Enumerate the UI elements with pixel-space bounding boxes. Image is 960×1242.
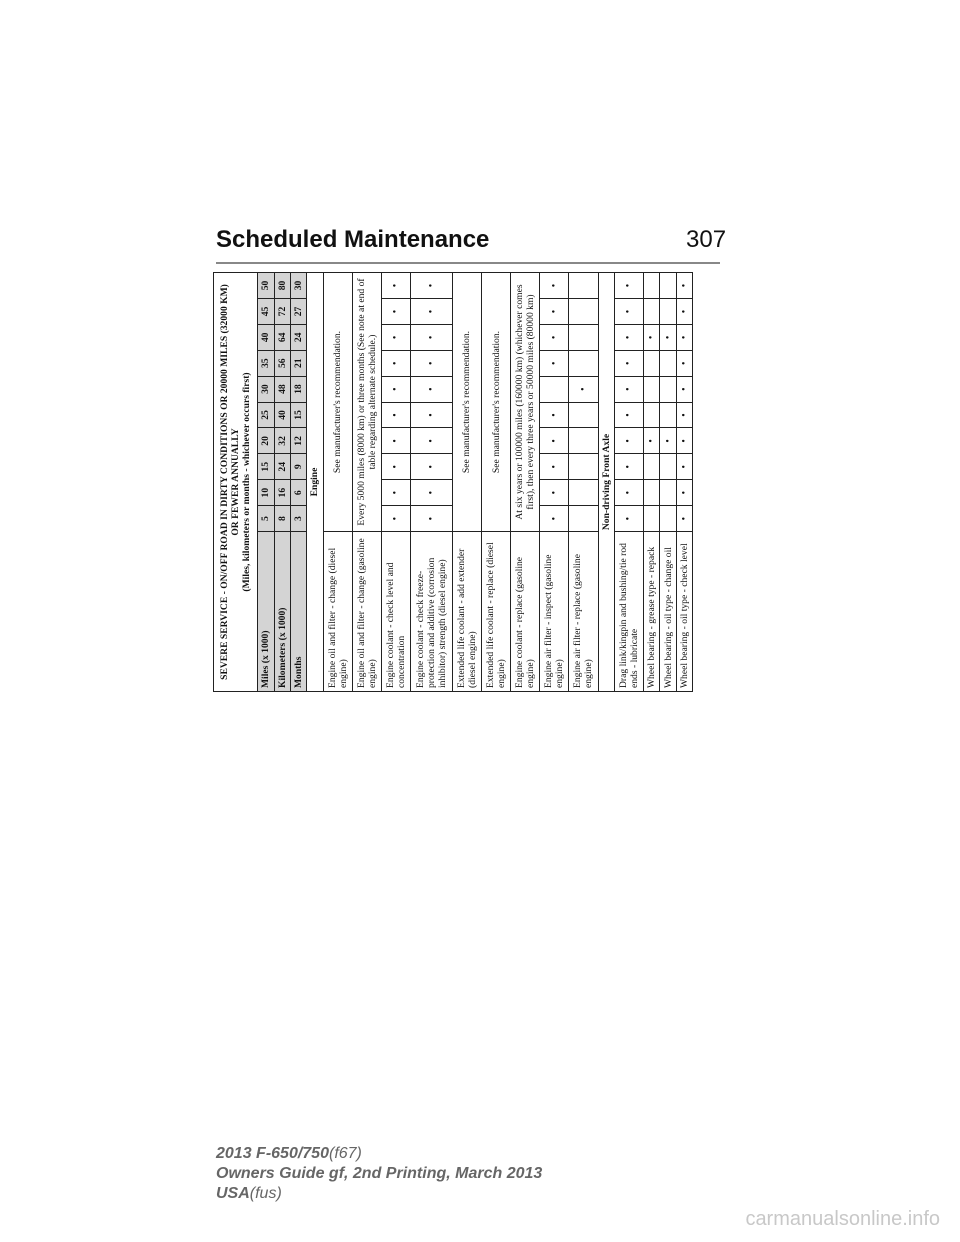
service-dot: • [614,506,643,532]
service-dot: • [614,402,643,428]
footer-market: USA [216,1185,250,1202]
service-dot: • [644,324,660,350]
empty-cell [660,454,676,480]
interval-cell: 80 [274,273,290,299]
interval-cell: 8 [274,506,290,532]
service-dot: • [540,273,569,299]
empty-cell [644,376,660,402]
footer-model-code: (f67) [328,1145,362,1162]
empty-cell [569,298,598,324]
axle-rows [614,273,692,692]
interval-cell: 20 [258,428,274,454]
interval-cell: 30 [258,376,274,402]
rotated-table [213,272,693,692]
empty-cell [569,273,598,299]
service-dot: • [381,454,410,480]
interval-cell: 40 [274,402,290,428]
interval-cell: 10 [258,480,274,506]
empty-cell [660,402,676,428]
service-dot: • [410,454,452,480]
service-dot: • [644,428,660,454]
interval-cell: 27 [290,298,306,324]
interval-cell: 3 [290,506,306,532]
service-dot: • [381,298,410,324]
interval-cell: 35 [258,350,274,376]
empty-cell [660,376,676,402]
maintenance-row [569,273,598,692]
maintenance-item-label: Wheel bearing - grease type - repack [644,532,660,692]
service-dot: • [614,480,643,506]
service-dot: • [614,428,643,454]
service-dot: • [614,298,643,324]
maintenance-row [323,273,352,692]
empty-cell [569,324,598,350]
empty-cell [644,506,660,532]
service-dot: • [540,428,569,454]
table-title: SEVERE SERVICE - ON/OFF ROAD IN DIRTY CONDITIONS OR 20000 MILES (32000 KM) OR FEWER ANNUALLY (Miles, kilometers or months - whichever occurs first) [214,273,258,692]
service-dot: • [540,350,569,376]
empty-cell [540,376,569,402]
service-dot: • [676,428,692,454]
service-dot: • [676,376,692,402]
empty-cell [660,480,676,506]
empty-cell [569,402,598,428]
maintenance-row [676,273,692,692]
interval-cell: 24 [290,324,306,350]
kilometers-label: Kilometers (x 1000) [274,532,290,692]
service-dot: • [410,273,452,299]
service-dot: • [676,298,692,324]
footer-guide: Owners Guide gf, 2nd Printing, March 2013 [216,1165,543,1182]
section-engine [307,273,323,692]
service-dot: • [381,376,410,402]
interval-cell: 16 [274,480,290,506]
maintenance-note: At six years or 100000 miles (160000 km) (whichever comes first), then every three years or 50000 miles (80000 km) [511,273,540,532]
empty-cell [569,506,598,532]
empty-cell [644,273,660,299]
maintenance-item-label: Engine air filter - replace (gasoline engine) [569,532,598,692]
interval-cell: 18 [290,376,306,402]
interval-cell: 30 [290,273,306,299]
empty-cell [569,454,598,480]
footer [216,1144,542,1204]
service-dot: • [676,506,692,532]
service-dot: • [410,428,452,454]
interval-cell: 45 [258,298,274,324]
interval-cell: 50 [258,273,274,299]
service-dot: • [410,480,452,506]
footer-model: 2013 F-650/750 [216,1145,329,1162]
service-dot: • [540,506,569,532]
empty-cell [644,480,660,506]
section-axle-label: Non-driving Front Axle [598,273,614,692]
interval-cell: 25 [258,402,274,428]
service-dot: • [381,324,410,350]
interval-cell: 32 [274,428,290,454]
service-dot: • [381,506,410,532]
empty-cell [644,350,660,376]
section-axle [598,273,614,692]
footer-market-code: (fus) [249,1185,282,1202]
interval-cell: 64 [274,324,290,350]
interval-cell: 5 [258,506,274,532]
maintenance-item-label: Wheel bearing - oil type - check level [676,532,692,692]
maintenance-row [511,273,540,692]
service-dot: • [614,454,643,480]
service-dot: • [410,376,452,402]
empty-cell [644,402,660,428]
interval-cell: 15 [290,402,306,428]
service-dot: • [381,273,410,299]
header-rule [216,262,720,264]
empty-cell [660,298,676,324]
maintenance-row [482,273,511,692]
interval-cell: 48 [274,376,290,402]
maintenance-note: See manufacturer's recommendation. [452,273,481,532]
interval-cell: 6 [290,480,306,506]
service-dot: • [410,350,452,376]
service-dot: • [676,350,692,376]
page-number: 307 [686,226,727,253]
maintenance-note: See manufacturer's recommendation. [482,273,511,532]
maintenance-table-container [213,272,693,692]
empty-cell [569,428,598,454]
maintenance-item-label: Engine coolant - check level and concentration [381,532,410,692]
service-dot: • [676,480,692,506]
interval-cell: 24 [274,454,290,480]
maintenance-row [614,273,643,692]
empty-cell [660,273,676,299]
kilometers-row [274,273,290,692]
service-dot: • [676,454,692,480]
service-dot: • [660,324,676,350]
interval-cell: 9 [290,454,306,480]
maintenance-item-label: Drag link/kingpin and bushing/tie rod ends - lubricate [614,532,643,692]
maintenance-row [540,273,569,692]
empty-cell [660,350,676,376]
interval-cell: 56 [274,350,290,376]
service-dot: • [540,454,569,480]
service-dot: • [614,376,643,402]
maintenance-row [644,273,660,692]
maintenance-row [410,273,452,692]
maintenance-table [213,272,693,692]
service-dot: • [676,324,692,350]
service-dot: • [410,506,452,532]
maintenance-item-label: Wheel bearing - oil type - change oil [660,532,676,692]
service-dot: • [410,324,452,350]
maintenance-row [352,273,381,692]
miles-label: Miles (x 1000) [258,532,274,692]
months-label: Months [290,532,306,692]
empty-cell [644,298,660,324]
maintenance-item-label: Engine oil and filter - change (diesel engine) [323,532,352,692]
service-dot: • [676,402,692,428]
interval-cell: 40 [258,324,274,350]
maintenance-item-label: Extended life coolant - add extender (diesel engine) [452,532,481,692]
service-dot: • [540,324,569,350]
service-dot: • [614,350,643,376]
miles-row [258,273,274,692]
empty-cell [660,506,676,532]
empty-cell [644,454,660,480]
service-dot: • [569,376,598,402]
service-dot: • [381,428,410,454]
months-row [290,273,306,692]
service-dot: • [540,298,569,324]
maintenance-note: Every 5000 miles (8000 km) or three months (See note at end of table regarding alternate schedule.) [352,273,381,532]
engine-rows [323,273,598,692]
maintenance-row [452,273,481,692]
service-dot: • [381,350,410,376]
interval-cell: 15 [258,454,274,480]
interval-cell: 21 [290,350,306,376]
interval-cell: 72 [274,298,290,324]
service-dot: • [660,428,676,454]
service-dot: • [410,298,452,324]
service-dot: • [381,480,410,506]
service-dot: • [540,480,569,506]
maintenance-item-label: Engine oil and filter - change (gasoline engine) [352,532,381,692]
service-dot: • [410,402,452,428]
service-dot: • [614,273,643,299]
service-dot: • [676,273,692,299]
maintenance-item-label: Engine coolant - check freeze-protection and additive (corrosion inhibitor) strength (diesel engine) [410,532,452,692]
maintenance-item-label: Engine air filter - inspect (gasoline engine) [540,532,569,692]
empty-cell [569,480,598,506]
maintenance-item-label: Engine coolant - replace (gasoline engine) [511,532,540,692]
service-dot: • [540,402,569,428]
page-section-title: Scheduled Maintenance [216,226,490,253]
maintenance-item-label: Extended life coolant - replace (diesel engine) [482,532,511,692]
interval-cell: 12 [290,428,306,454]
service-dot: • [381,402,410,428]
watermark: carmanualsonline.info [745,1208,940,1230]
maintenance-note: See manufacturer's recommendation. [323,273,352,532]
service-dot: • [614,324,643,350]
empty-cell [569,350,598,376]
section-engine-label: Engine [307,273,323,692]
maintenance-row [660,273,676,692]
maintenance-row [381,273,410,692]
